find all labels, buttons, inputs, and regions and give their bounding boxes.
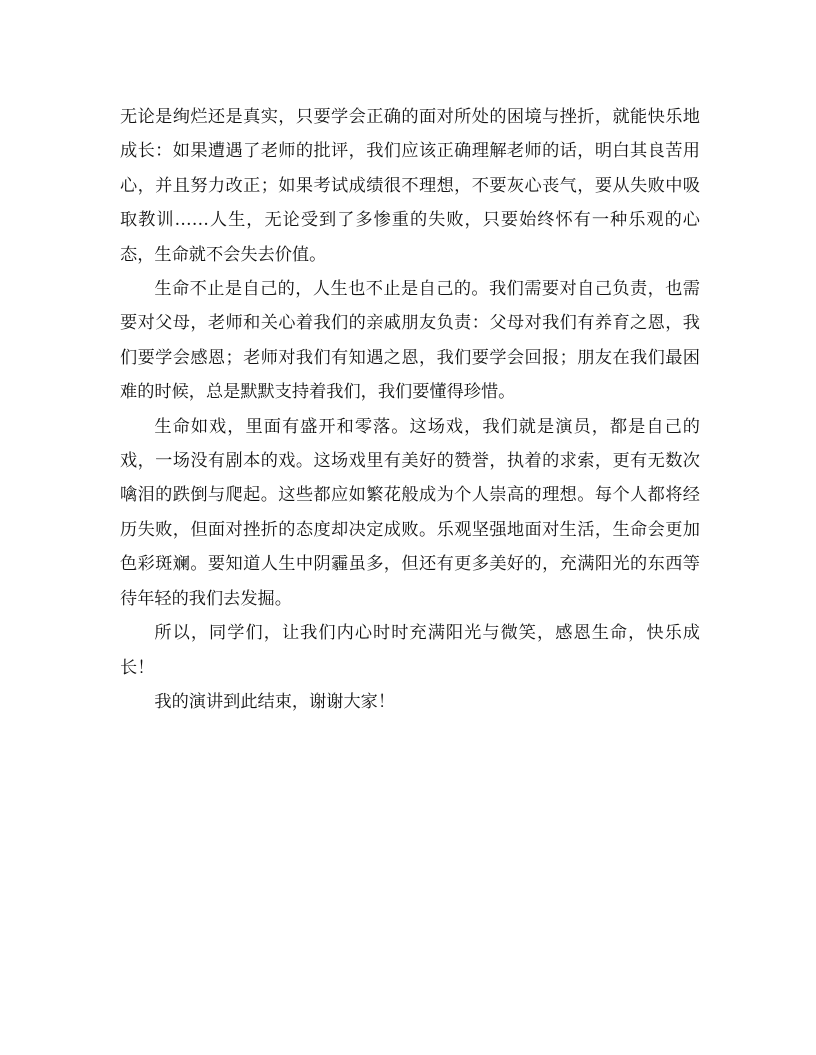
paragraph-life-as-play: 生命如戏，里面有盛开和零落。这场戏，我们就是演员，都是自己的戏，一场没有剧本的戏。这场戏里有美好的赞誉，执着的求索，更有无数次噙泪的跌倒与爬起。这些都应如繁花般成为个人崇高的理想。每个人都将经历失败，但面对挫折的态度却决定成败。乐观坚强地面对生活，生命会更加色彩斑斓。要知道人生中阴霾虽多，但还有更多美好的，充满阳光的东西等待年轻的我们去发掘。 bbox=[120, 416, 700, 609]
paragraph-continuation: 无论是绚烂还是真实，只要学会正确的面对所处的困境与挫折，就能快乐地成长：如果遭遇了老师的批评，我们应该正确理解老师的话，明白其良苦用心，并且努力改正；如果考试成绩很不理想，不要灰心丧气，要从失败中吸取教训……人生，无论受到了多惨重的失败，只要始终怀有一种乐观的心态，生命就不会失去价值。 bbox=[120, 107, 700, 265]
paragraph-responsibility: 生命不止是自己的，人生也不止是自己的。我们需要对自己负责，也需要对父母，老师和关心着我们的亲戚朋友负责：父母对我们有养育之恩，我们要学会感恩；老师对我们有知遇之恩，我们要学会回报；朋友在我们最困难的时候，总是默默支持着我们，我们要懂得珍惜。 bbox=[120, 279, 700, 403]
paragraph-closing: 我的演讲到此结束，谢谢大家！ bbox=[154, 691, 396, 712]
document-body bbox=[120, 100, 700, 719]
paragraph-conclusion: 所以，同学们，让我们内心时时充满阳光与微笑，感恩生命，快乐成长！ bbox=[120, 623, 700, 678]
